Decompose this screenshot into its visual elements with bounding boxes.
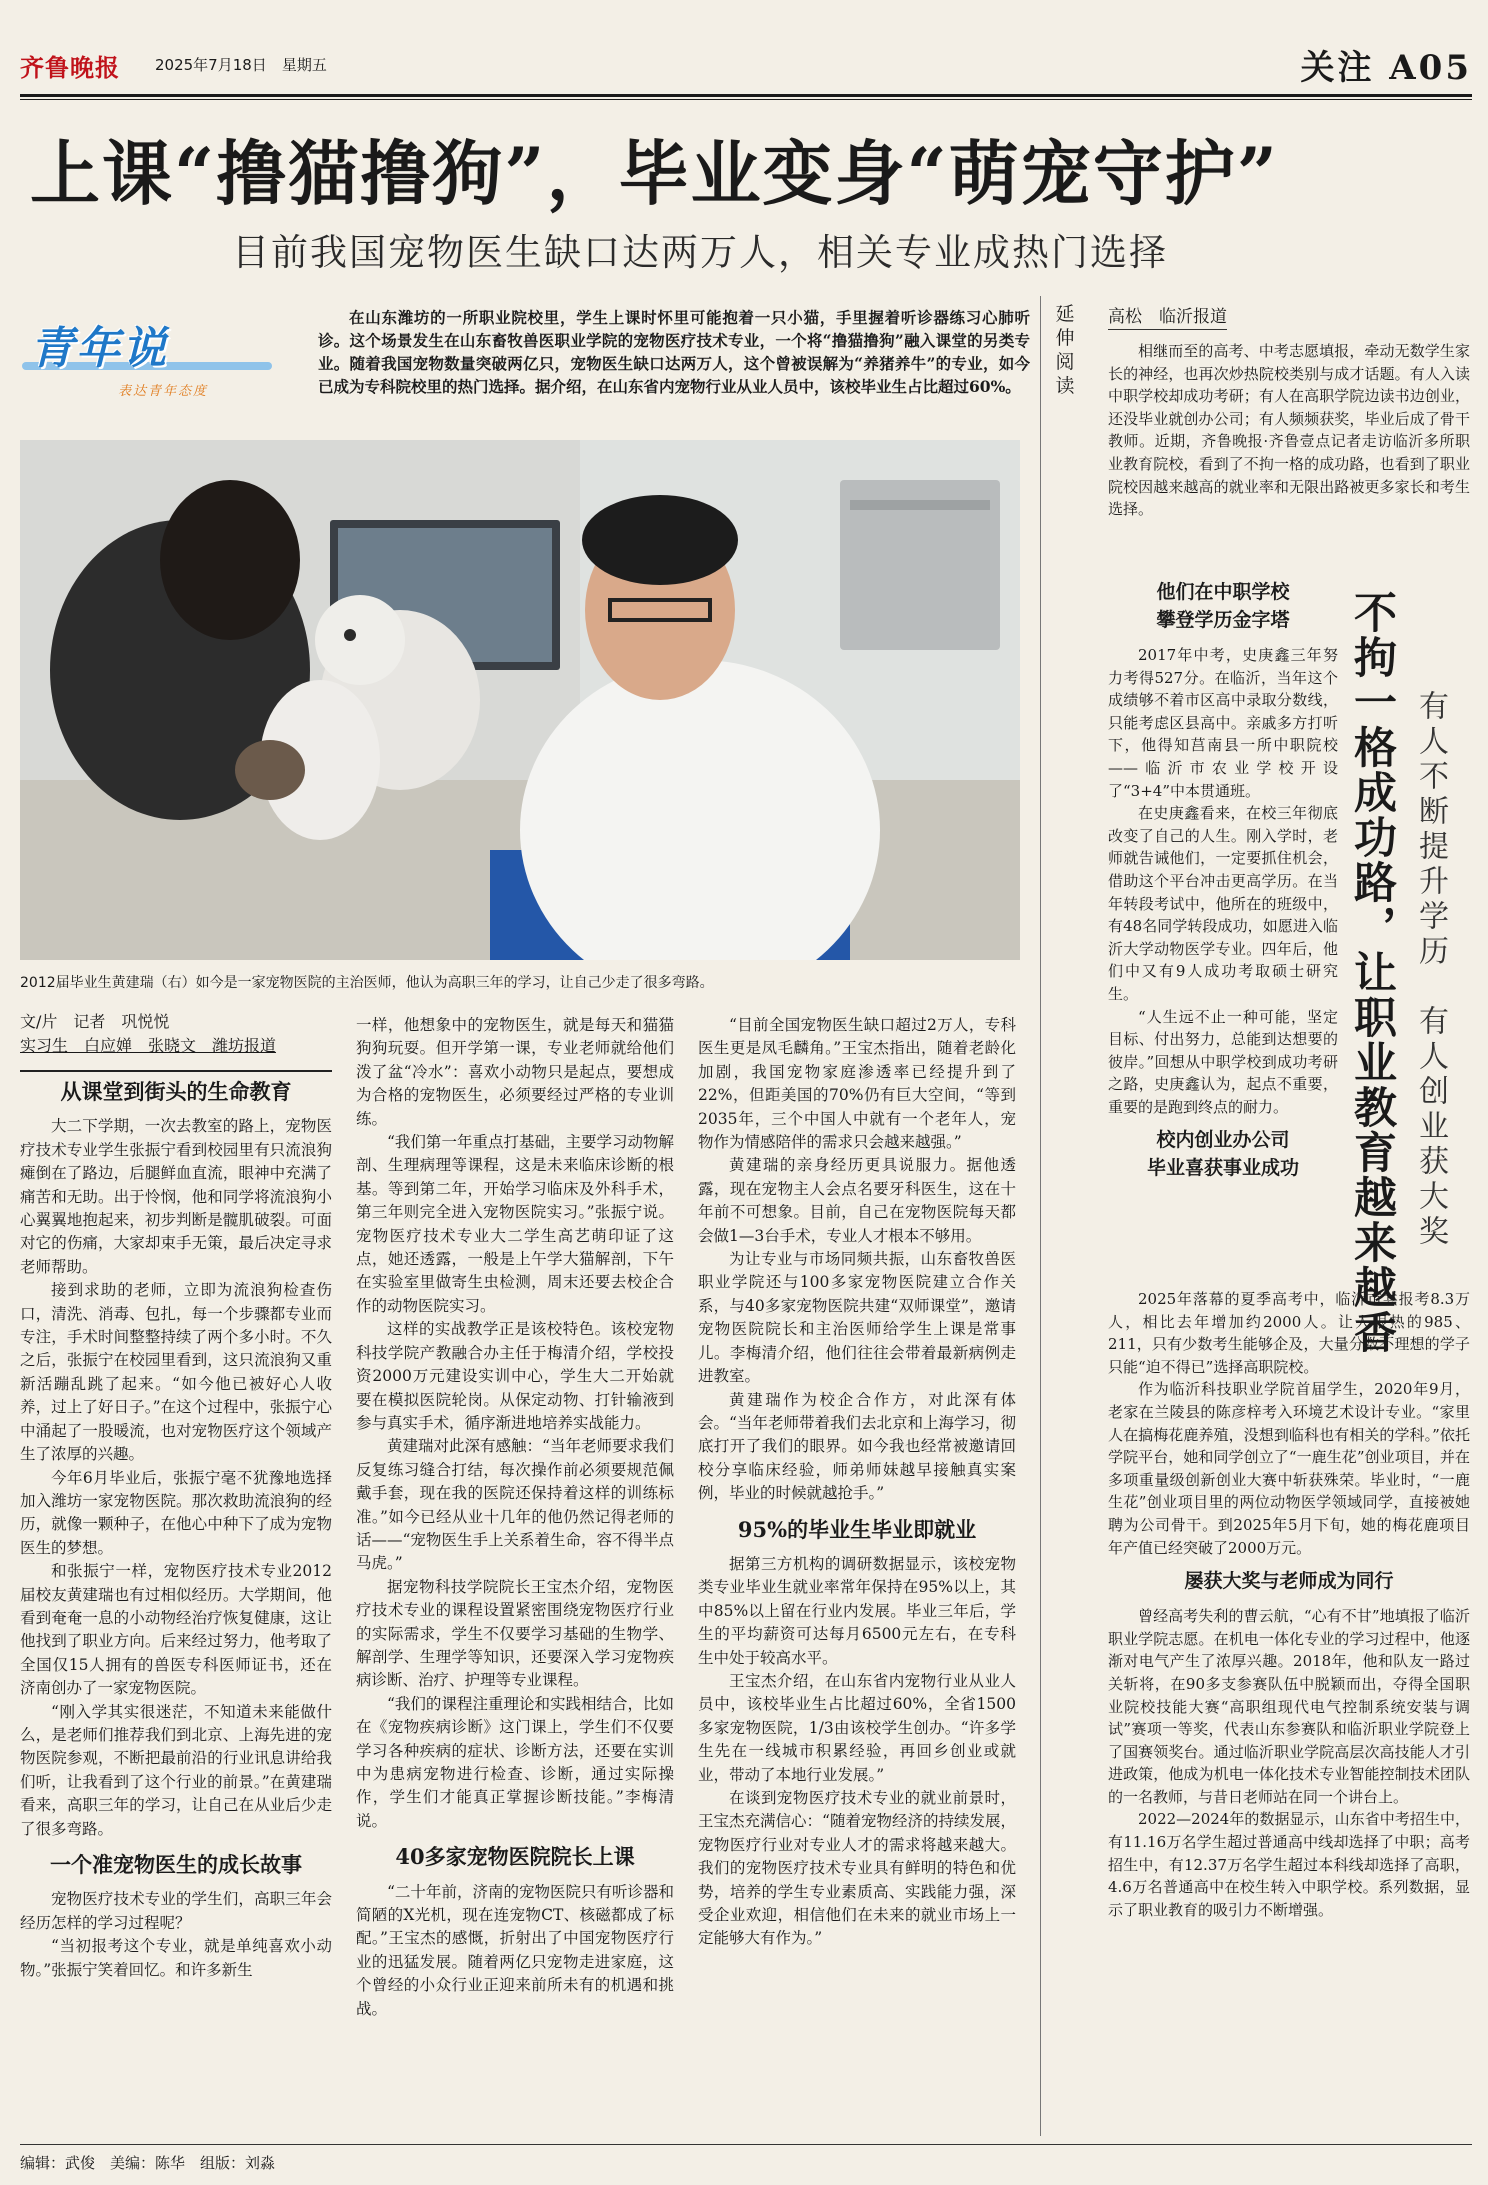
article-column-3 xyxy=(698,1014,1016,1951)
paragraph: 作为临沂科技职业学院首届学生，2020年9月，老家在兰陵县的陈彦梓考入环境艺术设计专业。“家里人在搞梅花鹿养殖，没想到临科也有相关的学科。”依托学院平台，她和同学创立了“一鹿生花”创业项目，并在多项重量级创新创业大赛中斩获殊荣。毕业时，“一鹿生花”创业项目里的两位动物医学领域同学，直接被她聘为公司骨干。到2025年5月下旬，她的梅花鹿项目年产值已经突破了2000万元。 xyxy=(1108,1380,1470,1557)
sidebar-section-2 xyxy=(1108,1288,1470,1921)
paragraph: 2017年中考，史庚鑫三年努力考得527分。在临沂，当年这个成绩够不着市区高中录取分数线，只能考虑区县高中。亲戚多方打听下，他得知莒南县一所中职院校——临沂市农业学校开设了“3+4”中本贯通班。 xyxy=(1108,646,1338,800)
paragraph: “我们第一年重点打基础，主要学习动物解剖、生理病理等课程，这是未来临床诊断的根基。等到第二年，开始学习临床及外科手术，第三年则完全进入宠物医院实习。”张振宁说。宠物医疗技术专业大二学生高艺萌印证了这点，她还透露，一般是上午学大猫解剖，下午在实验室里做寄生虫检测，周末还要去校企合作的动物医院实习。 xyxy=(356,1133,674,1315)
paragraph: 曾经高考失利的曹云航，“心有不甘”地填报了临沂职业学院志愿。在机电一体化专业的学习过程中，他逐渐对电气产生了浓厚兴趣。2018年，他和队友一路过关斩将，在90多支参赛队伍中脱颖而出，夺得全国职业院校技能大赛“高职组现代电气控制系统安装与调试”赛项一等奖，代表山东参赛队和临沂职业学院登上了国赛领奖台。通过临沂职业学院高层次高技能人才引进政策，他成为机电一体化技术专业智能控制技术团队的一名教师，与昔日老师站在同一个讲台上。 xyxy=(1108,1607,1470,1806)
paragraph: 这样的实战教学正是该校特色。该校宠物科技学院产教融合办主任于梅清介绍，学校投资2000万元建设实训中心，学生大二开始就要在模拟医院轮岗。从保定动物、打针输液到参与真实手术，循序渐进地培养实战能力。 xyxy=(356,1320,674,1432)
sidebar-section-1 xyxy=(1108,570,1338,1192)
paragraph: 王宝杰介绍，在山东省内宠物行业从业人员中，该校毕业生占比超过60%，全省1500多家宠物医院，1/3由该校学生创办。“许多学生先在一线城市积累经验，再回乡创业或就业，带动了本地行业发展。” xyxy=(698,1671,1016,1784)
masthead-rule xyxy=(20,94,1472,97)
paragraph: 接到求助的老师，立即为流浪狗检查伤口，清洗、消毒、包扎，每一个步骤都专业而专注，手术时间整整持续了两个多小时。不久之后，张振宁在校园里看到，这只流浪狗又重新活蹦乱跳了起来。“如今他已被好心人收养，过上了好日子。”在这个过程中，张振宁心中涌起了一股暖流，也对宠物医疗这个领域产生了浓厚的兴趣。 xyxy=(20,1281,332,1464)
paragraph: 2025年落幕的夏季高考中，临沂市共报考8.3万人，相比去年增加约2000人。让人眼热的985、211，只有少数考生能够企及，大量分数不理想的学子只能“迫不得已”选择高职院校。 xyxy=(1108,1290,1470,1376)
paragraph: 2022—2024年的数据显示，山东省中考招生中，有11.16万名学生超过普通高中线却选择了中职；高考招生中，有12.37万名学生超过本科线却选择了高职，4.6万名普通高中在校生转入中职学校。系列数据，显示了职业教育的吸引力不断增强。 xyxy=(1108,1810,1470,1919)
sidebar-dateline: 高松 临沂报道 xyxy=(1108,302,1227,330)
newspaper-brand: 齐鲁晚报 xyxy=(20,53,120,82)
paragraph: 宠物医疗技术专业的学生们，高职三年会经历怎样的学习过程呢？ xyxy=(20,1890,332,1932)
byline-reporter: 文/片 记者 巩悦悦 xyxy=(20,1012,170,1031)
sidebar-vertical-title: 不拘一格成功路，让职业教育越来越香 xyxy=(1347,590,1397,1355)
weekday-text: 星期五 xyxy=(281,56,327,74)
paragraph: 一样，他想象中的宠物医生，就是每天和猫猫狗狗玩耍。但开学第一课，专业老师就给他们泼了盆“冷水”：喜欢小动物只是起点，要想成为合格的宠物医生，必须要经过严格的专业训练。 xyxy=(356,1016,674,1128)
badge-slogan: 表达青年态度 xyxy=(118,384,209,399)
photo-illustration xyxy=(20,440,1020,960)
sidebar-subheading: 屡获大奖与老师成为同行 xyxy=(1184,1570,1394,1593)
extended-reading-tag: 延伸阅读 xyxy=(1055,303,1075,397)
page-headline: 上课“撸猫撸狗”，毕业变身“萌宠守护” xyxy=(30,132,1280,215)
date-text: 2025年7月18日 xyxy=(155,56,267,74)
paragraph: 黄建瑞作为校企合作方，对此深有体会。“当年老师带着我们去北京和上海学习，彻底打开了我们的眼界。如今我也经常被邀请回校分享临床经验，师弟师妹越早接触真实案例，毕业的时候就越抢手。” xyxy=(698,1390,1016,1503)
masthead-rule-thin xyxy=(20,99,1472,100)
sidebar-subheading: 校内创业办公司 毕业喜获事业成功 xyxy=(1146,1129,1299,1180)
paragraph: 黄建瑞对此深有感触：“当年老师要求我们反复练习缝合打结，每次操作前必须要规范佩戴手套，现在我的医院还保持着这样的训练标准。”如今已经从业十几年的他仍然记得老师的话——“宠物医生手上关系着生命，容不得半点马虎。” xyxy=(356,1437,674,1573)
byline xyxy=(20,1010,332,1058)
section-heading: 从课堂到街头的生命教育 xyxy=(20,1070,332,1103)
paragraph: 黄建瑞的亲身经历更具说服力。据他透露，现在宠物主人会点名要牙科医生，这在十年前不可想象。目前，自己在宠物医院每天都会做1—3台手术，专业人才根本不够用。 xyxy=(698,1156,1016,1245)
paragraph: 据第三方机构的调研数据显示，该校宠物类专业毕业生就业率常年保持在95%以上，其中85%以上留在行业内发展。毕业三年后，学生的平均薪资可达每月6500元左右，在专科生中处于较高水平。 xyxy=(698,1554,1016,1667)
paragraph: “刚入学其实很迷茫，不知道未来能做什么，是老师们推荐我们到北京、上海先进的宠物医院参观，不断把最前沿的行业讯息讲给我们听，让我看到了这个行业的前景。”在黄建瑞看来，高职三年的学习，让自己在从业后少走了很多弯路。 xyxy=(20,1702,332,1838)
paragraph: 在谈到宠物医疗技术专业的就业前景时，王宝杰充满信心：“随着宠物经济的持续发展，宠物医疗行业对专业人才的需求将越来越大。我们的宠物医疗技术专业具有鲜明的特色和优势，培养的学生专业素质高、实践能力强，深受企业欢迎，相信他们在未来的就业市场上一定能够大有作为。” xyxy=(698,1789,1016,1948)
sidebar-subheading: 他们在中职学校 攀登学历金字塔 xyxy=(1156,581,1290,631)
paragraph: 为让专业与市场同频共振，山东畜牧兽医职业学院还与100多家宠物医院建立合作关系，与40多家宠物医院共建“双师课堂”，邀请宠物医院院长和主治医师给学生上课是常事儿。李梅清介绍，他们往往会带着最新病例走进教室。 xyxy=(698,1250,1016,1386)
article-column-2 xyxy=(356,1014,674,2021)
section-heading: 40多家宠物医院院长上课 xyxy=(395,1844,635,1870)
paragraph: 相继而至的高考、中考志愿填报，牵动无数学生家长的神经，也再次炒热院校类别与成才话题。有人入读中职学校却成功考研；有人在高职学院边读书边创业，还没毕业就创办公司；有人频频获奖，毕业后成了骨干教师。近期，齐鲁晚报·齐鲁壹点记者走访临沂多所职业教育院校，看到了不拘一格的成功路，也看到了职业院校因越来越高的就业率和无限出路被更多家长和考生选择。 xyxy=(1108,342,1470,519)
article-intro: 在山东潍坊的一所职业院校里，学生上课时怀里可能抱着一只小猫，手里握着听诊器练习心肺听诊。这个场景发生在山东畜牧兽医职业学院的宠物医疗技术专业，一个将“撸猫撸狗”融入课堂的另类专业。随着我国宠物数量突破两亿只，宠物医生缺口达两万人，这个曾被误解为“养猪养牛”的专业，如今已成为专科院校里的热门选择。据介绍，在山东省内宠物行业从业人员中，该校毕业生占比超过60%。 xyxy=(318,308,1030,396)
section-heading: 95%的毕业生毕业即就业 xyxy=(737,1516,977,1542)
sidebar-lead xyxy=(1108,340,1470,521)
article-column-1 xyxy=(20,1010,332,1982)
sidebar-vertical-subtitle: 有人不断提升学历 有人创业获大奖 xyxy=(1413,690,1448,1250)
paragraph: 今年6月毕业后，张振宁毫不犹豫地选择加入潍坊一家宠物医院。那次救助流浪狗的经历，就像一颗种子，在他心中种下了成为宠物医生的梦想。 xyxy=(20,1468,332,1557)
paragraph: “人生远不止一种可能，坚定目标、付出努力，总能到达想要的彼岸。”回想从中职学校到成功考研之路，史庚鑫认为，起点不重要，重要的是跑到终点的耐力。 xyxy=(1108,1007,1338,1116)
paragraph: 和张振宁一样，宠物医疗技术专业2012届校友黄建瑞也有过相似经历。大学期间，他看到奄奄一息的小动物经治疗恢复健康，这让他找到了职业方向。后来经过努力，他考取了全国仅15人拥有的兽医专科医师证书，还在济南创办了一家宠物医院。 xyxy=(20,1562,332,1698)
editor-credits: 编辑：武俊 美编：陈华 组版：刘淼 xyxy=(20,2154,276,2172)
section-heading: 一个准宠物医生的成长故事 xyxy=(50,1852,302,1877)
paragraph: “当初报考这个专业，就是单纯喜欢小动物。”张振宁笑着回忆。和许多新生 xyxy=(20,1937,332,1979)
paragraph: “目前全国宠物医生缺口超过2万人，专科医生更是凤毛麟角。”王宝杰指出，随着老龄化加剧，我国宠物家庭渗透率已经提升到了22%，但距美国的70%仍有巨大空间，“等到2035年，三个中国人中就有一个老年人，宠物作为情感陪伴的需求只会越来越强。” xyxy=(698,1016,1016,1152)
youth-voice-badge xyxy=(22,306,282,410)
badge-title: 青年说 xyxy=(30,323,168,374)
footer-rule xyxy=(20,2144,1472,2145)
photo-caption: 2012届毕业生黄建瑞（右）如今是一家宠物医院的主治医师，他认为高职三年的学习，让自己少走了很多弯路。 xyxy=(20,975,714,991)
paragraph: “我们的课程注重理论和实践相结合，比如在《宠物疾病诊断》这门课上，学生们不仅要学习各种疾病的症状、诊断方法，还要在实训中为患病宠物进行检查、诊断，通过实际操作，学生们才能真正掌握诊断技能。”李梅清说。 xyxy=(356,1694,674,1830)
paragraph: 大二下学期，一次去教室的路上，宠物医疗技术专业学生张振宁看到校园里有只流浪狗瘫倒在了路边，后腿鲜血直流，眼神中充满了痛苦和无助。出于怜悯，他和同学将流浪狗小心翼翼地抱起来，初步判断是髋肌破裂。可面对它的伤痛，大家却束手无策，最后决定寻求老师帮助。 xyxy=(20,1117,332,1276)
paragraph: “二十年前，济南的宠物医院只有听诊器和简陋的X光机，现在连宠物CT、核磁都成了标配。”王宝杰的感慨，折射出了中国宠物医疗行业的迅猛发展。随着两亿只宠物走进家庭，这个曾经的小众行业正迎来前所未有的机遇和挑战。 xyxy=(356,1882,674,2018)
column-divider xyxy=(1040,296,1041,2136)
paragraph: 据宠物科技学院院长王宝杰介绍，宠物医疗技术专业的课程设置紧密围绕宠物医疗行业的实际需求，学生不仅要学习基础的生物学、解剖学、生理学等知识，还要深入学习宠物疾病诊断、治疗、护理等专业课程。 xyxy=(356,1577,674,1690)
page-subheadline: 目前我国宠物医生缺口达两万人，相关专业成热门选择 xyxy=(232,231,1168,274)
article-photo xyxy=(20,440,1020,960)
byline-interns: 实习生 白应婵 张晓文 潍坊报道 xyxy=(20,1036,277,1055)
paragraph: 在史庚鑫看来，在校三年彻底改变了自己的人生。刚入学时，老师就告诫他们，一定要抓住机会，借助这个平台冲击更高学历。在当年转段考试中，他所在的班级中，有48名同学转段成功，如愿进入临沂大学动物医学专业。四年后，他们中又有9人成功考取硕士研究生。 xyxy=(1108,804,1338,1003)
issue-date xyxy=(155,54,327,75)
section-page-label: 关注 A05 xyxy=(1300,48,1472,88)
